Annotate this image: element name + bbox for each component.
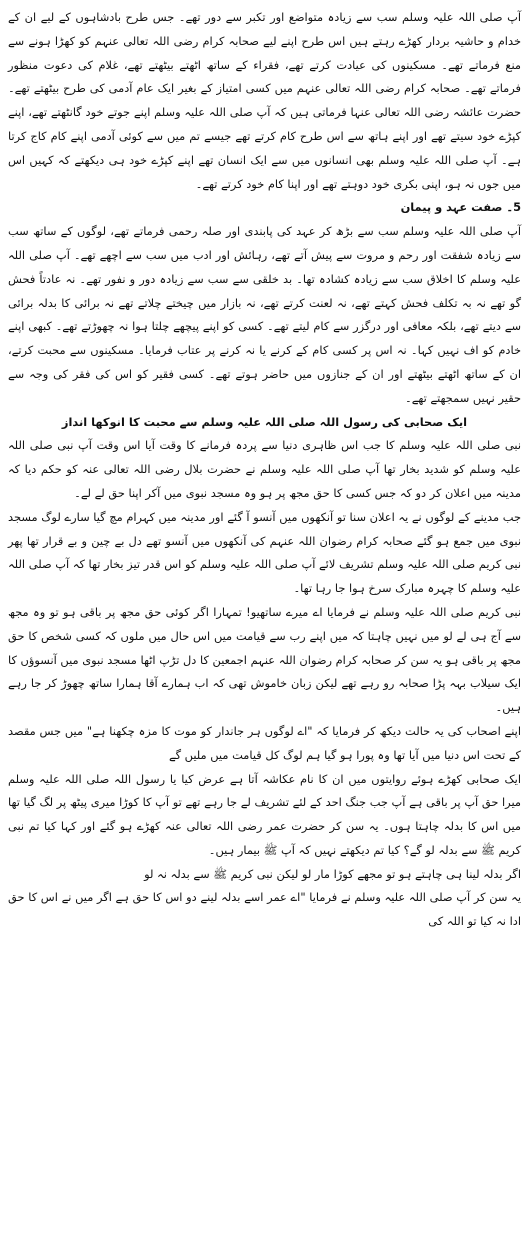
- section-heading-covenant: [8, 196, 521, 220]
- paragraph-companions: اپنے اصحاب کی یہ حالت دیکھ کر فرمایا کہ "اے لوگوں ہر جاندار کو موت کا مزہ چکھنا ہے" میں جس مقصد کے تحت اس دنیا میں آیا تھا وہ پورا ہو گیا ہم لوگ کل قیامت میں ملیں گے: [8, 723, 521, 762]
- paragraph-reply: یہ سن کر آپ صلی اللہ علیہ وسلم نے فرمایا "اے عمر اسے بدلہ لینے دو اس کا حق ہے اگر میں نے اس کا حق ادا نہ کیا تو اللہ کی: [8, 890, 521, 929]
- section-title: صفت عہد و پیمان: [400, 200, 503, 215]
- paragraph-umar: اگر بدلہ لینا ہی چاہتے ہو تو مجھے کوڑا مار لو لیکن نبی کریم ﷺ سے بدلہ نہ لو: [144, 866, 521, 881]
- paragraph-ukkasha: ایک صحابی کھڑے ہوئے روایتوں میں ان کا نام عکاشہ آتا ہے عرض کیا یا رسول اللہ صلی اللہ علیہ وسلم میرا حق آپ پر باقی ہے آپ جب جنگ احد کے لئے تشریف لے جا رہے تھے تو آپ کا کوڑا میری پیٹھ پر لگ گیا تھا میں اس کا بدلہ چاہتا ہوں۔ یہ سن کر حضرت عمر رضی اللہ تعالی عنہ کھڑے ہو گئے اور کہا کیا تم نبی کریم ﷺ سے بدلہ لو گے؟ کیا تم دیکھتے نہیں کہ آپ ﷺ بیمار ہیں۔: [8, 771, 521, 857]
- paragraph-gathering: جب مدینے کے لوگوں نے یہ اعلان سنا تو آنکھوں میں آنسو آ گئے اور مدینہ میں کہرام مچ گیا سارے لوگ مسجد نبوی میں جمع ہو گئے صحابہ کرام رضوان اللہ عنہم کی آنکھوں میں آنسو تھے دل بے چین و بے قرار تھا پھر نبی کریم صلی اللہ علیہ وسلم تشریف لائے آپ صلی اللہ علیہ وسلم کو اس قدر تیز بخار تھا کہ آپ صلی اللہ علیہ وسلم کا چہرہ مبارک سرخ ہوا جا رہا تھا۔: [8, 509, 521, 596]
- paragraph-humility: آپ صلی اللہ علیہ وسلم سب سے زیادہ متواضع اور تکبر سے دور تھے۔ جس طرح بادشاہوں کے لیے ان کے خدام و حاشیہ بردار کھڑے رہتے ہیں اس طرح اپنے لیے صحابہ کرام رضی اللہ تعالی عنہم کو کھڑا ہونے سے منع فرماتے تھے۔ مسکینوں کی عیادت کرتے تھے، فقراء کے ساتھ اٹھتے بیٹھتے تھے، غلام کی دعوت منظور فرماتے تھے۔ صحابہ کرام رضی اللہ تعالی عنہم میں کسی امتیاز کے بغیر ایک عام آدمی کی طرح بیٹھتے تھے۔ حضرت عائشہ رضی اللہ تعالی عنہا فرماتی ہیں کہ آپ صلی اللہ علیہ وسلم اپنے جوتے خود گانٹھتے تھے، اپنے کپڑے خود سیتے تھے اور اپنے ہاتھ سے اس طرح کام کرتے تھے جیسے تم میں سے کوئی آدمی اپنے کام کاج کرتا ہے۔ آپ صلی اللہ علیہ وسلم بھی انسانوں میں سے ایک انسان تھے اپنے کپڑے خود ہی دیکھتے کہ کہیں اس میں جوں نہ ہو، اپنی بکری خود دوہتے تھے اور اپنا کام خود کرتے تھے۔: [8, 10, 521, 191]
- paragraph-address: نبی کریم صلی اللہ علیہ وسلم نے فرمایا اے میرے ساتھیو! تمہارا اگر کوئی حق مجھ پر باقی ہو تو وہ مجھ سے آج ہی لے لو میں نہیں چاہتا کہ میں اپنے رب سے قیامت میں اس حال میں ملوں کہ کسی شخص کا حق مجھ پر باقی ہو یہ سن کر صحابہ کرام رضوان اللہ عنہم اجمعین کا دل تڑپ اٹھا مسجد نبوی میں آنسوؤں کا ایک سیلاب بہہ پڑا صحابہ رو رہے تھے لیکن زبان خاموش تھی کہ اب ہمارے آقا ہمارا ساتھ چھوڑ کر جا رہے ہیں۔: [8, 604, 521, 715]
- story-heading: ایک صحابی کی رسول اللہ صلی اللہ علیہ وسلم سے محبت کا انوکھا انداز: [61, 414, 468, 429]
- paragraph-covenant: آپ صلی اللہ علیہ وسلم سب سے بڑھ کر عہد کی پابندی اور صلہ رحمی فرماتے تھے، لوگوں کے ساتھ سب سے زیادہ شفقت اور رحم و مروت سے پیش آتے تھے، رہائش اور ادب میں سب سے اچھے تھے۔ آپ صلی اللہ علیہ وسلم کا اخلاق سب سے زیادہ کشادہ تھا۔ بد خلقی سے سب سے زیادہ دور و نفور تھے۔ نہ عادتاً فحش گو تھے نہ بہ تکلف فحش کہتے تھے، نہ لعنت کرتے تھے، نہ بازار میں چیختے چلاتے تھے نہ برائی کا بدلہ برائی سے دیتے تھے، بلکہ معافی اور درگزر سے کام لیتے تھے۔ کسی کو اپنے پیچھے چلتا ہوا نہ چھوڑتے تھے۔ کبھی اپنے خادم کو اف نہیں کہا۔ نہ اس پر کسی کام کے کرنے یا نہ کرنے پر عتاب فرمایا۔ مسکینوں سے محبت کرتے، ان کے ساتھ اٹھتے بیٹھتے اور ان کے جنازوں میں حاضر ہوتے تھے۔ کسی فقیر کو اس کی فقر کی وجہ سے حقیر نہیں سمجھتے تھے۔: [8, 224, 521, 405]
- paragraph-announcement: نبی صلی اللہ علیہ وسلم کا جب اس ظاہری دنیا سے پردہ فرمانے کا وقت آیا اس وقت آپ نبی صلی اللہ علیہ وسلم کو شدید بخار تھا آپ صلی اللہ علیہ وسلم نے حضرت بلال رضی اللہ تعالی عنہ کو حکم دیا کہ مدینہ میں اعلان کر دو کہ جس کسی کا حق مجھ پر ہو وہ مسجد نبوی میں آکر اپنا حق لے لے۔: [8, 438, 521, 500]
- section-number: 5۔: [506, 200, 521, 215]
